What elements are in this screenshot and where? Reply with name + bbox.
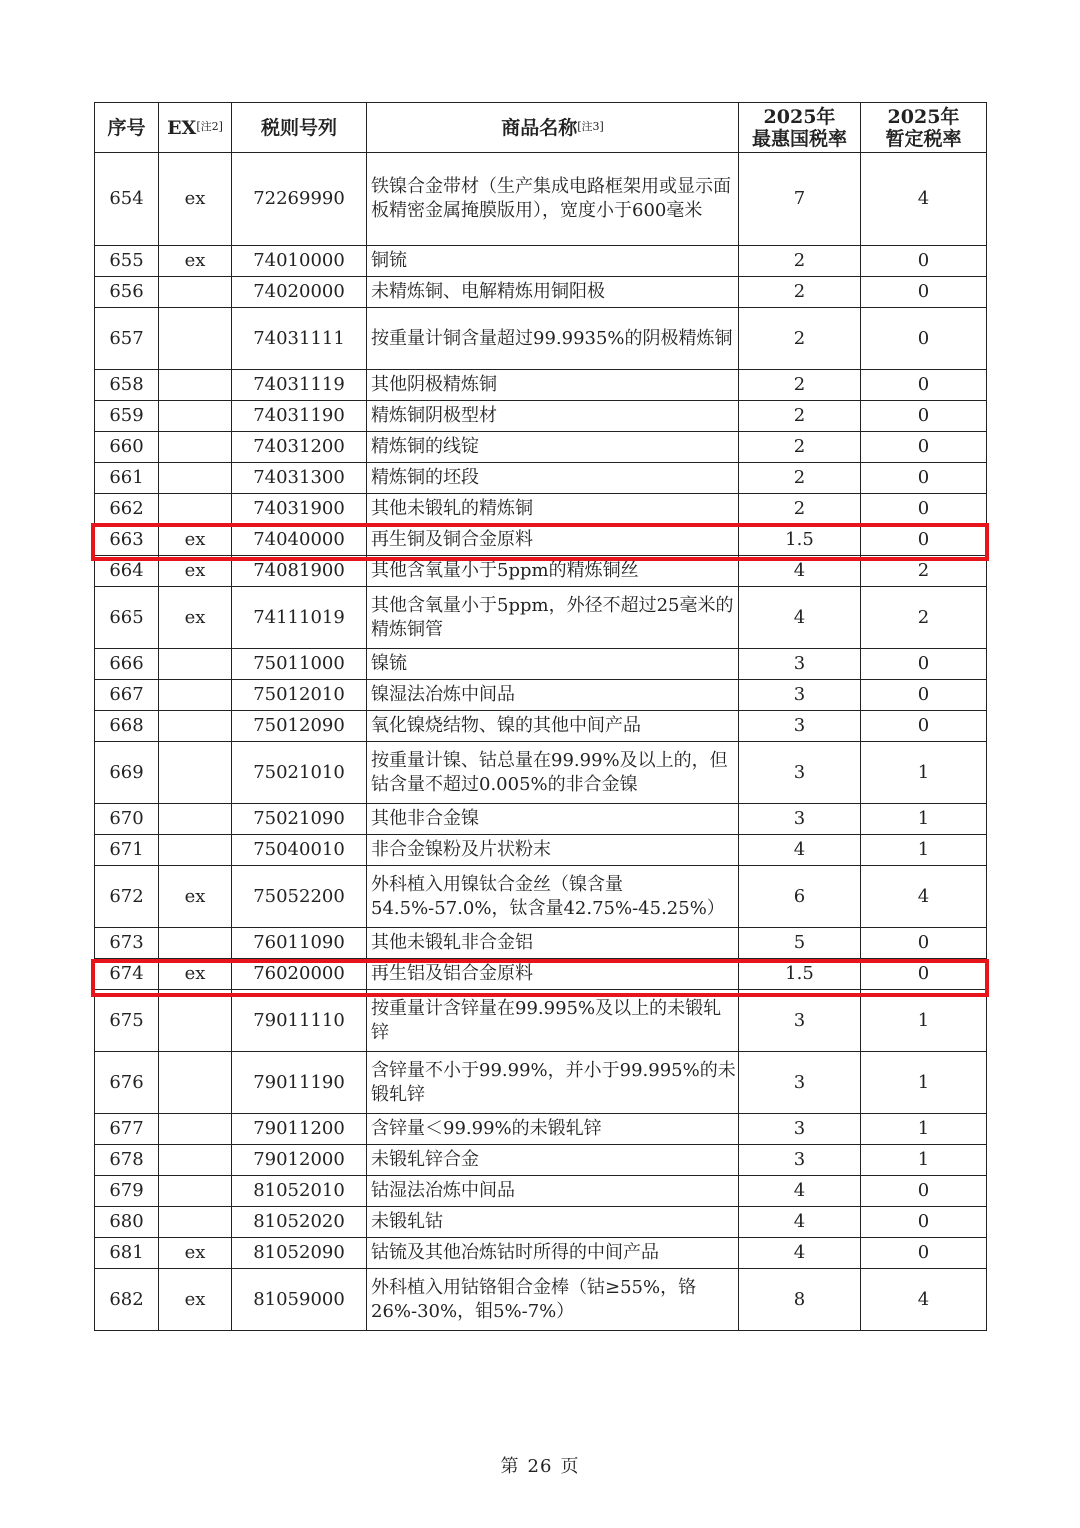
header-ex: EX[注2] [159, 103, 232, 153]
cell-temp-rate: 0 [861, 401, 987, 432]
cell-ex: ex [159, 866, 232, 928]
cell-ex [159, 928, 232, 959]
cell-seq: 670 [95, 804, 159, 835]
cell-temp-rate: 0 [861, 1207, 987, 1238]
cell-name: 含锌量＜99.99%的未锻轧锌 [367, 1114, 739, 1145]
cell-seq: 659 [95, 401, 159, 432]
cell-name: 未锻轧钴 [367, 1207, 739, 1238]
cell-mfn-rate: 4 [739, 587, 861, 649]
cell-code: 75012010 [232, 680, 367, 711]
cell-code: 81059000 [232, 1269, 367, 1331]
cell-temp-rate: 1 [861, 1052, 987, 1114]
cell-name: 按重量计镍、钴总量在99.99%及以上的，但钴含量不超过0.005%的非合金镍 [367, 742, 739, 804]
cell-ex: ex [159, 153, 232, 246]
table-row [95, 680, 987, 711]
cell-mfn-rate: 5 [739, 928, 861, 959]
cell-ex [159, 711, 232, 742]
table-row [95, 711, 987, 742]
cell-mfn-rate: 3 [739, 1145, 861, 1176]
cell-code: 74040000 [232, 525, 367, 556]
cell-name: 按重量计含锌量在99.995%及以上的未锻轧锌 [367, 990, 739, 1052]
cell-mfn-rate: 6 [739, 866, 861, 928]
cell-code: 79012000 [232, 1145, 367, 1176]
cell-name: 外科植入用钴铬钼合金棒（钴≥55%，铬26%-30%，钼5%-7%） [367, 1269, 739, 1331]
cell-code: 74031190 [232, 401, 367, 432]
cell-name: 未锻轧锌合金 [367, 1145, 739, 1176]
cell-code: 76011090 [232, 928, 367, 959]
table-row [95, 308, 987, 370]
cell-temp-rate: 4 [861, 1269, 987, 1331]
cell-temp-rate: 0 [861, 432, 987, 463]
cell-code: 74010000 [232, 246, 367, 277]
cell-temp-rate: 1 [861, 1145, 987, 1176]
table-row [95, 928, 987, 959]
table-row [95, 525, 987, 556]
cell-code: 74031119 [232, 370, 367, 401]
cell-seq: 677 [95, 1114, 159, 1145]
cell-code: 75052200 [232, 866, 367, 928]
cell-code: 76020000 [232, 959, 367, 990]
cell-temp-rate: 1 [861, 990, 987, 1052]
cell-temp-rate: 0 [861, 959, 987, 990]
cell-name: 钴湿法冶炼中间品 [367, 1176, 739, 1207]
tariff-table [94, 102, 987, 1331]
cell-temp-rate: 0 [861, 370, 987, 401]
table-row [95, 246, 987, 277]
cell-temp-rate: 0 [861, 1176, 987, 1207]
cell-code: 81052020 [232, 1207, 367, 1238]
cell-seq: 663 [95, 525, 159, 556]
cell-seq: 673 [95, 928, 159, 959]
cell-mfn-rate: 2 [739, 463, 861, 494]
cell-seq: 679 [95, 1176, 159, 1207]
cell-seq: 665 [95, 587, 159, 649]
cell-mfn-rate: 4 [739, 556, 861, 587]
cell-mfn-rate: 2 [739, 246, 861, 277]
cell-temp-rate: 0 [861, 246, 987, 277]
table-row [95, 1269, 987, 1331]
cell-name: 按重量计铜含量超过99.9935%的阴极精炼铜 [367, 308, 739, 370]
table-row [95, 1145, 987, 1176]
cell-ex: ex [159, 959, 232, 990]
cell-mfn-rate: 1.5 [739, 959, 861, 990]
cell-ex [159, 1052, 232, 1114]
cell-code: 75012090 [232, 711, 367, 742]
cell-ex [159, 1145, 232, 1176]
cell-seq: 667 [95, 680, 159, 711]
cell-mfn-rate: 4 [739, 835, 861, 866]
table-row [95, 1207, 987, 1238]
cell-temp-rate: 0 [861, 463, 987, 494]
cell-seq: 654 [95, 153, 159, 246]
cell-mfn-rate: 7 [739, 153, 861, 246]
cell-seq: 668 [95, 711, 159, 742]
cell-ex [159, 432, 232, 463]
cell-mfn-rate: 2 [739, 308, 861, 370]
cell-name: 再生铝及铝合金原料 [367, 959, 739, 990]
cell-name: 其他含氧量小于5ppm的精炼铜丝 [367, 556, 739, 587]
table-row [95, 1238, 987, 1269]
cell-temp-rate: 1 [861, 804, 987, 835]
cell-name: 再生铜及铜合金原料 [367, 525, 739, 556]
cell-seq: 672 [95, 866, 159, 928]
cell-mfn-rate: 2 [739, 494, 861, 525]
table-row [95, 804, 987, 835]
table-row [95, 153, 987, 246]
cell-code: 79011200 [232, 1114, 367, 1145]
cell-code: 81052010 [232, 1176, 367, 1207]
cell-name: 其他未锻轧非合金铝 [367, 928, 739, 959]
cell-temp-rate: 0 [861, 277, 987, 308]
cell-ex [159, 494, 232, 525]
cell-ex: ex [159, 587, 232, 649]
table-row [95, 990, 987, 1052]
cell-code: 75040010 [232, 835, 367, 866]
cell-code: 74111019 [232, 587, 367, 649]
table-row [95, 556, 987, 587]
cell-mfn-rate: 3 [739, 680, 861, 711]
cell-ex [159, 1207, 232, 1238]
cell-code: 74031111 [232, 308, 367, 370]
cell-mfn-rate: 4 [739, 1176, 861, 1207]
cell-code: 79011190 [232, 1052, 367, 1114]
cell-seq: 681 [95, 1238, 159, 1269]
cell-seq: 658 [95, 370, 159, 401]
table-row [95, 494, 987, 525]
cell-seq: 674 [95, 959, 159, 990]
cell-code: 74031200 [232, 432, 367, 463]
cell-mfn-rate: 2 [739, 277, 861, 308]
header-temp-rate: 2025年 暂定税率 [861, 103, 987, 153]
cell-seq: 678 [95, 1145, 159, 1176]
cell-code: 74031300 [232, 463, 367, 494]
cell-ex: ex [159, 246, 232, 277]
cell-temp-rate: 4 [861, 866, 987, 928]
cell-name: 非合金镍粉及片状粉末 [367, 835, 739, 866]
cell-mfn-rate: 2 [739, 370, 861, 401]
cell-seq: 664 [95, 556, 159, 587]
table-row [95, 370, 987, 401]
cell-mfn-rate: 2 [739, 401, 861, 432]
cell-temp-rate: 4 [861, 153, 987, 246]
cell-code: 75021090 [232, 804, 367, 835]
cell-ex [159, 804, 232, 835]
header-code: 税则号列 [232, 103, 367, 153]
table-header-row [95, 103, 987, 153]
cell-name: 含锌量不小于99.99%，并小于99.995%的未锻轧锌 [367, 1052, 739, 1114]
cell-seq: 675 [95, 990, 159, 1052]
cell-code: 72269990 [232, 153, 367, 246]
cell-temp-rate: 0 [861, 1238, 987, 1269]
table-row [95, 866, 987, 928]
cell-ex [159, 680, 232, 711]
cell-name: 铁镍合金带材（生产集成电路框架用或显示面板精密金属掩膜版用），宽度小于600毫米 [367, 153, 739, 246]
cell-seq: 671 [95, 835, 159, 866]
cell-name: 其他未锻轧的精炼铜 [367, 494, 739, 525]
cell-code: 74020000 [232, 277, 367, 308]
cell-seq: 680 [95, 1207, 159, 1238]
cell-name: 铜锍 [367, 246, 739, 277]
table-row [95, 835, 987, 866]
cell-name: 其他阴极精炼铜 [367, 370, 739, 401]
cell-ex [159, 308, 232, 370]
cell-mfn-rate: 1.5 [739, 525, 861, 556]
table-row [95, 1052, 987, 1114]
cell-seq: 666 [95, 649, 159, 680]
cell-mfn-rate: 3 [739, 1114, 861, 1145]
cell-name: 氧化镍烧结物、镍的其他中间产品 [367, 711, 739, 742]
cell-ex [159, 401, 232, 432]
header-ex-note: [注2] [196, 119, 223, 133]
page-number: 第 26 页 [500, 1456, 580, 1477]
cell-mfn-rate: 3 [739, 804, 861, 835]
cell-name: 未精炼铜、电解精炼用铜阳极 [367, 277, 739, 308]
cell-ex [159, 835, 232, 866]
cell-mfn-rate: 3 [739, 1052, 861, 1114]
cell-seq: 657 [95, 308, 159, 370]
cell-ex [159, 990, 232, 1052]
cell-ex [159, 1176, 232, 1207]
cell-temp-rate: 0 [861, 525, 987, 556]
cell-seq: 661 [95, 463, 159, 494]
cell-code: 79011110 [232, 990, 367, 1052]
cell-seq: 682 [95, 1269, 159, 1331]
cell-temp-rate: 1 [861, 835, 987, 866]
cell-ex [159, 1114, 232, 1145]
table-row [95, 649, 987, 680]
header-seq: 序号 [95, 103, 159, 153]
table-row [95, 959, 987, 990]
cell-ex [159, 649, 232, 680]
table-row [95, 463, 987, 494]
cell-name: 外科植入用镍钛合金丝（镍含量54.5%-57.0%，钛含量42.75%-45.25%） [367, 866, 739, 928]
cell-temp-rate: 0 [861, 928, 987, 959]
cell-temp-rate: 0 [861, 649, 987, 680]
cell-ex [159, 370, 232, 401]
table-row [95, 742, 987, 804]
cell-ex: ex [159, 1238, 232, 1269]
cell-name: 钴锍及其他冶炼钴时所得的中间产品 [367, 1238, 739, 1269]
cell-mfn-rate: 3 [739, 649, 861, 680]
cell-temp-rate: 2 [861, 587, 987, 649]
cell-name: 镍湿法冶炼中间品 [367, 680, 739, 711]
cell-name: 精炼铜阴极型材 [367, 401, 739, 432]
cell-seq: 656 [95, 277, 159, 308]
cell-temp-rate: 1 [861, 1114, 987, 1145]
table-row [95, 277, 987, 308]
cell-ex [159, 463, 232, 494]
cell-temp-rate: 1 [861, 742, 987, 804]
cell-seq: 655 [95, 246, 159, 277]
table-row [95, 1114, 987, 1145]
table-row [95, 432, 987, 463]
cell-mfn-rate: 4 [739, 1238, 861, 1269]
cell-seq: 662 [95, 494, 159, 525]
cell-ex: ex [159, 525, 232, 556]
cell-name: 其他非合金镍 [367, 804, 739, 835]
cell-temp-rate: 0 [861, 308, 987, 370]
cell-code: 81052090 [232, 1238, 367, 1269]
cell-code: 74031900 [232, 494, 367, 525]
cell-ex: ex [159, 1269, 232, 1331]
table-row [95, 401, 987, 432]
cell-ex [159, 742, 232, 804]
header-name: 商品名称[注3] [367, 103, 739, 153]
cell-code: 75011000 [232, 649, 367, 680]
cell-ex: ex [159, 556, 232, 587]
cell-mfn-rate: 8 [739, 1269, 861, 1331]
cell-code: 75021010 [232, 742, 367, 804]
cell-name: 精炼铜的线锭 [367, 432, 739, 463]
header-mfn-rate: 2025年 最惠国税率 [739, 103, 861, 153]
cell-name: 精炼铜的坯段 [367, 463, 739, 494]
cell-mfn-rate: 3 [739, 742, 861, 804]
header-name-note: [注3] [577, 119, 604, 133]
cell-temp-rate: 2 [861, 556, 987, 587]
cell-temp-rate: 0 [861, 711, 987, 742]
cell-seq: 669 [95, 742, 159, 804]
cell-seq: 676 [95, 1052, 159, 1114]
table-row [95, 1176, 987, 1207]
table-row [95, 587, 987, 649]
cell-code: 74081900 [232, 556, 367, 587]
cell-mfn-rate: 2 [739, 432, 861, 463]
cell-seq: 660 [95, 432, 159, 463]
cell-temp-rate: 0 [861, 494, 987, 525]
cell-mfn-rate: 4 [739, 1207, 861, 1238]
cell-mfn-rate: 3 [739, 711, 861, 742]
cell-ex [159, 277, 232, 308]
cell-mfn-rate: 3 [739, 990, 861, 1052]
cell-name: 其他含氧量小于5ppm，外径不超过25毫米的精炼铜管 [367, 587, 739, 649]
cell-temp-rate: 0 [861, 680, 987, 711]
cell-name: 镍锍 [367, 649, 739, 680]
